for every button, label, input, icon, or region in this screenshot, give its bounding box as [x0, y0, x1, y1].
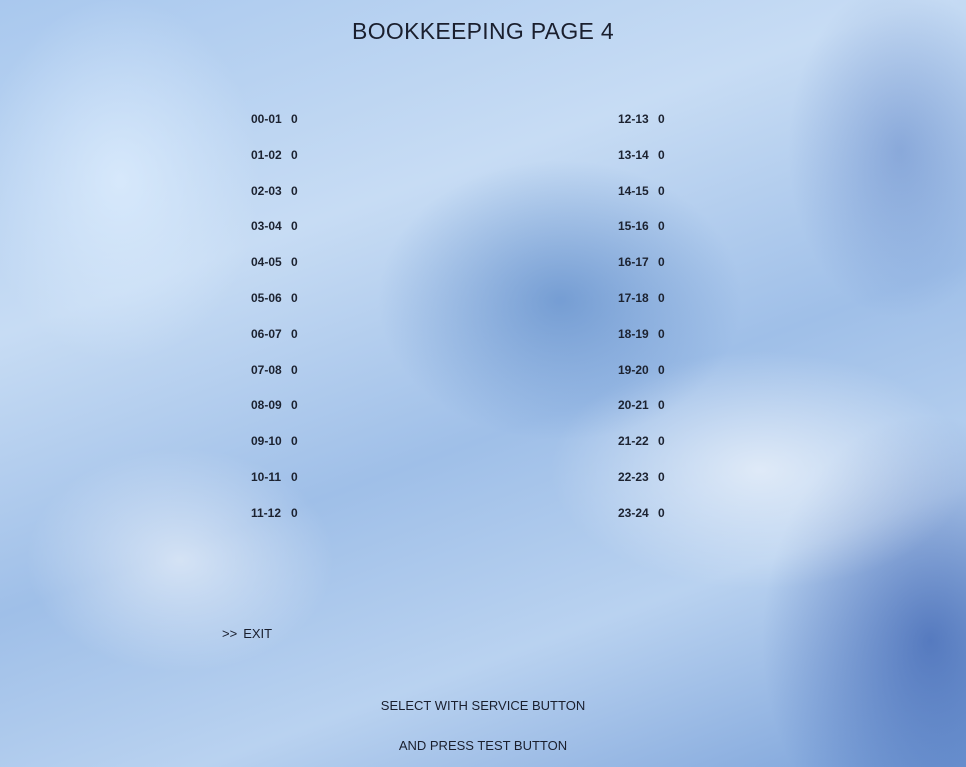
- hour-count: 0: [658, 326, 665, 341]
- hour-slot: 18-19: [618, 326, 649, 341]
- hour-count: 0: [658, 290, 665, 305]
- hour-slot: 06-07: [251, 326, 282, 341]
- hour-slot: 23-24: [618, 505, 649, 520]
- hour-count: 0: [291, 112, 298, 126]
- hour-count: 0: [658, 398, 665, 413]
- hour-count: 0: [658, 255, 665, 270]
- hour-count: 0: [291, 362, 298, 377]
- hour-row: [251, 506, 321, 542]
- hour-slot: 15-16: [618, 219, 649, 234]
- hour-row: [251, 184, 321, 220]
- hour-slot: 20-21: [618, 398, 649, 413]
- hour-slot: 08-09: [251, 398, 282, 413]
- hour-row: [618, 363, 688, 399]
- hour-row: [251, 255, 321, 291]
- hour-row: [618, 398, 688, 434]
- exit-label: EXIT: [243, 626, 273, 641]
- hour-count: 0: [658, 469, 665, 484]
- hour-slot: 05-06: [251, 290, 282, 305]
- hour-count: 0: [291, 469, 298, 484]
- hour-row: [251, 112, 321, 148]
- hour-row: [251, 398, 321, 434]
- selection-cursor: >>: [222, 626, 238, 641]
- instruction-line-2: AND PRESS TEST BUTTON: [398, 738, 568, 753]
- hour-count: 0: [291, 434, 298, 449]
- hour-count: 0: [658, 183, 665, 198]
- hour-slot: 17-18: [618, 290, 649, 305]
- hour-slot: 01-02: [251, 147, 282, 162]
- page-title: BOOKKEEPING PAGE 4: [352, 18, 614, 44]
- hour-count: 0: [291, 398, 298, 413]
- hour-slot: 13-14: [618, 147, 649, 162]
- hour-slot: 16-17: [618, 255, 649, 270]
- hour-row: [251, 219, 321, 255]
- hour-slot: 07-08: [251, 362, 282, 377]
- hour-row: [618, 219, 688, 255]
- hour-count: 0: [291, 290, 298, 305]
- hour-row: [618, 148, 688, 184]
- hour-count: 0: [658, 147, 665, 162]
- hour-slot: 21-22: [618, 434, 649, 449]
- exit-menu-item[interactable]: [222, 626, 272, 641]
- hour-slot: 11-12: [251, 505, 282, 520]
- hour-row: [251, 327, 321, 363]
- hour-slot: 04-05: [251, 255, 282, 270]
- hour-count: 0: [658, 362, 665, 377]
- hour-count: 0: [291, 219, 298, 234]
- hour-slot: 00-01: [251, 112, 282, 126]
- hour-count: 0: [658, 434, 665, 449]
- hour-count: 0: [291, 147, 298, 162]
- hour-row: [618, 434, 688, 470]
- hour-row: [618, 112, 688, 148]
- hour-slot: 03-04: [251, 219, 282, 234]
- hour-count: 0: [291, 326, 298, 341]
- hour-row: [618, 506, 688, 542]
- hour-count: 0: [291, 505, 298, 520]
- hour-slot: 09-10: [251, 434, 282, 449]
- hour-row: [251, 470, 321, 506]
- hour-slot: 12-13: [618, 112, 649, 126]
- hour-slot: 19-20: [618, 362, 649, 377]
- hour-row: [251, 434, 321, 470]
- hour-count: 0: [291, 183, 298, 198]
- hour-slot: 22-23: [618, 469, 649, 484]
- hour-row: [618, 470, 688, 506]
- instruction-line-1: SELECT WITH SERVICE BUTTON: [380, 698, 586, 713]
- hour-count: 0: [658, 219, 665, 234]
- hours-column-left: [251, 112, 321, 542]
- hour-slot: 14-15: [618, 183, 649, 198]
- hour-row: [618, 255, 688, 291]
- hour-slot: 02-03: [251, 183, 282, 198]
- hour-count: 0: [291, 255, 298, 270]
- hour-row: [251, 148, 321, 184]
- hour-row: [618, 327, 688, 363]
- hour-row: [618, 184, 688, 220]
- hour-row: [251, 291, 321, 327]
- hour-count: 0: [658, 505, 665, 520]
- hour-row: [251, 363, 321, 399]
- hours-column-right: [618, 112, 688, 542]
- hour-count: 0: [658, 112, 665, 126]
- hour-slot: 10-11: [251, 469, 282, 484]
- hour-row: [618, 291, 688, 327]
